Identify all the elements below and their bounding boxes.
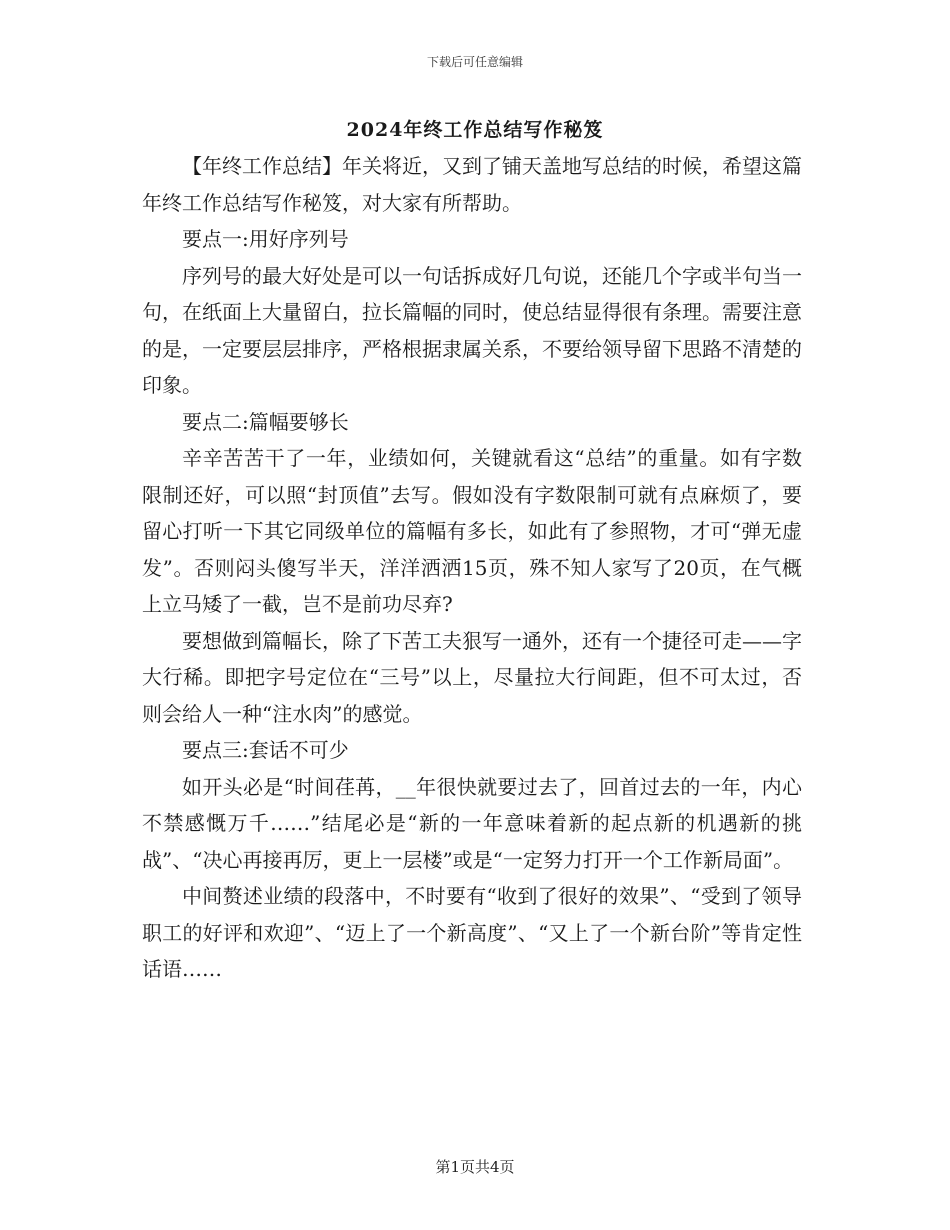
paragraph-2b: 要想做到篇幅长，除了下苦工夫狠写一通外，还有一个捷径可走——字大行稀。即把字号定位在“三号”以上，尽量拉大行间距，但不可太过，否则会给人一种“注水肉”的感觉。 <box>142 628 802 726</box>
section-heading-2: 要点二:篇幅要够长 <box>182 409 349 434</box>
paragraph-3b: 中间赘述业绩的段落中，不时要有“收到了很好的效果”、“受到了领导职工的好评和欢迎”、“迈上了一个新高度”、“又上了一个新台阶”等肯定性话语…… <box>142 884 802 981</box>
paragraph-2a: 辛辛苦苦干了一年，业绩如何，关键就看这“总结”的重量。如有字数限制还好，可以照“封顶值”去写。假如没有字数限制可就有点麻烦了，要留心打听一下其它同级单位的篇幅有多长，如此有了参照物，才可“弹无虚发”。否则闷头傻写半天，洋洋洒洒15页，殊不知人家写了20页，在气概上立马矮了一截，岂不是前功尽弃? <box>142 446 802 616</box>
section-heading-1: 要点一:用好序列号 <box>182 227 349 251</box>
paragraph-intro: 【年终工作总结】年关将近，又到了铺天盖地写总结的时候，希望这篇年终工作总结写作秘笈，对大家有所帮助。 <box>142 154 802 215</box>
page-header-note: 下载后可任意编辑 <box>426 55 523 69</box>
section-heading-3: 要点三:套话不可少 <box>182 738 349 762</box>
document-title: 2024年终工作总结写作秘笈 <box>346 119 604 141</box>
document-body <box>142 148 802 988</box>
page-number: 第1页共4页 <box>435 1158 515 1176</box>
paragraph-3a: 如开头必是“时间荏苒，__年很快就要过去了，回首过去的一年，内心不禁感慨万千……”结尾必是“新的一年意味着新的起点新的机遇新的挑战”、“决心再接再厉，更上一层楼”或是“一定努力打开一个工作新局面”。 <box>142 774 802 872</box>
paragraph-1: 序列号的最大好处是可以一句话拆成好几句说，还能几个字或半句当一句，在纸面上大量留白，拉长篇幅的同时，使总结显得很有条理。需要注意的是，一定要层层排序，严格根据隶属关系，不要给领导留下思路不清楚的印象。 <box>142 263 802 397</box>
